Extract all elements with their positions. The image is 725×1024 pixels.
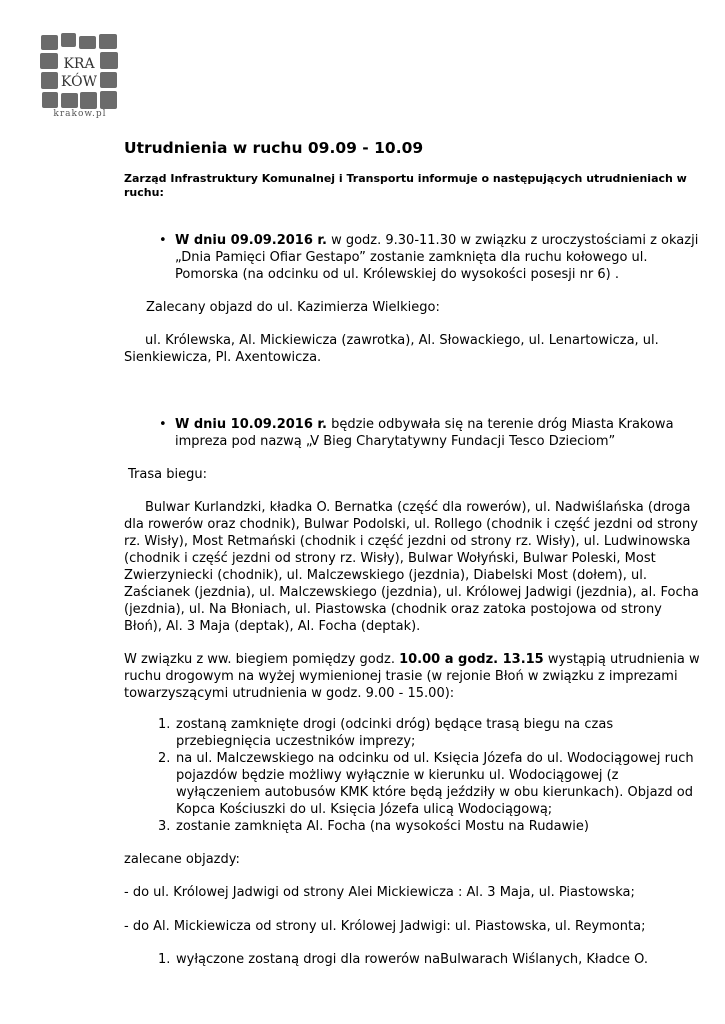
bullet-item-2 [175,416,703,450]
numbered-item-b1-number: 1. [158,952,171,967]
recommended-detours-label: zalecane objazdy: [124,852,240,867]
numbered-item-3-number: 3. [158,819,171,834]
intro-text: Zarząd Infrastruktury Komunalnej i Transportu informuje o następujących utrudnieniach w ruchu: [124,172,687,199]
page-title: Utrudnienia w ruchu 09.09 - 10.09 [124,139,424,157]
closure-paragraph-a: W związku z ww. biegiem pomiędzy godz. [124,652,400,667]
krakow-logo-image [40,33,120,111]
bullet-item-2-text: będzie odbywała się na terenie dróg Miasta Krakowa impreza pod nazwą „V Bieg Charytatywny Fundacji Tesco Dzieciom” [175,417,674,449]
route-text: Bulwar Kurlandzki, kładka O. Bernatka (część dla rowerów), ul. Nadwiślańska (droga dla rowerów oraz chodnik), Bulwar Podolski, ul. Rollego (chodnik i część jezdni od strony rz. Wisły), Most Retmański (chodnik i część jezdni od strony rz. Wisły), ul. Ludwinowska (chodnik i część jezdni od strony rz. Wisły), Bulwar Wołyński, Bulwar Poleski, Most Zwierzyniecki (chodnik), ul. Malczewskiego (jezdnia), Diabelski Most (dołem), ul. Zaścianek (jezdnia), ul. Malczewskiego (jezdnia), ul. Królowej Jadwigi (jezdnia), al. Focha (jezdnia), ul. Na Błoniach, ul. Piastowska (chodnik oraz zatoka postojowa od strony Błoń), Al. 3 Maja (deptak), Al. Focha (deptak). [124,500,699,634]
bullet-item-1-text: w godz. 9.30-11.30 w związku z uroczystościami z okazji „Dnia Pamięci Ofiar Gestapo” zostanie zamknięta dla ruchu kołowego ul. Pomorska (na odcinku od ul. Królewskiej do wysokości posesji nr 6) . [175,233,699,282]
numbered-item-1-number: 1. [158,717,171,732]
numbered-item-3-text: zostanie zamknięta Al. Focha (na wysokości Mostu na Rudawie) [176,819,589,834]
bullet-item-2-date: W dniu 10.09.2016 r. [175,417,327,432]
logo-text-line2: KÓW [61,74,97,90]
numbered-item-3 [158,818,706,835]
detour-label: Zalecany objazd do ul. Kazimierza Wielkiego: [146,300,440,315]
closure-paragraph-hours: 10.00 a godz. 13.15 [399,652,544,667]
closure-paragraph-b: wystąpią utrudnienia w ruchu drogowym na wyżej wymienionej trasie (w rejonie Błoń w związku z imprezami towarzyszącymi utrudnienia w godz. 9.00 - 15.00): [124,652,700,701]
numbered-item-b1 [158,951,706,968]
numbered-item-b1-text: wyłączone zostaną drogi dla rowerów naBulwarach Wiślanych, Kładce O. [176,952,648,967]
numbered-item-2-text: na ul. Malczewskiego na odcinku od ul. Księcia Józefa do ul. Wodociągowej ruch pojazdów będzie możliwy wyłącznie w kierunku ul. Wodociągowej (z wyłączeniem autobusów KMK które będą jeździły w obu kierunkach). Objazd od Kopca Kościuszki do ul. Księcia Józefa ulicą Wodociągową; [176,751,694,817]
numbered-item-2 [158,750,706,818]
numbered-item-1 [158,716,706,750]
detour-text: ul. Królewska, Al. Mickiewicza (zawrotka), Al. Słowackiego, ul. Lenartowicza, ul. Sienkiewicza, Pl. Axentowicza. [124,333,659,365]
numbered-item-2-number: 2. [158,751,171,766]
numbered-item-1-text: zostaną zamknięte drogi (odcinki dróg) będące trasą biegu na czas przebiegnięcia uczestników imprezy; [176,717,614,749]
bullet-item-1 [175,232,703,283]
logo-text-line1: KRA [63,56,95,72]
detour-line-1: - do ul. Królowej Jadwigi od strony Alei Mickiewicza : Al. 3 Maja, ul. Piastowska; [124,885,635,900]
bullet-item-1-date: W dniu 09.09.2016 r. [175,233,327,248]
route-label: Trasa biegu: [128,467,207,482]
closure-paragraph [124,651,706,702]
logo-url: krakow.pl [53,109,107,119]
detour-line-2: - do Al. Mickiewicza od strony ul. Królowej Jadwigi: ul. Piastowska, ul. Reymonta; [124,919,646,934]
